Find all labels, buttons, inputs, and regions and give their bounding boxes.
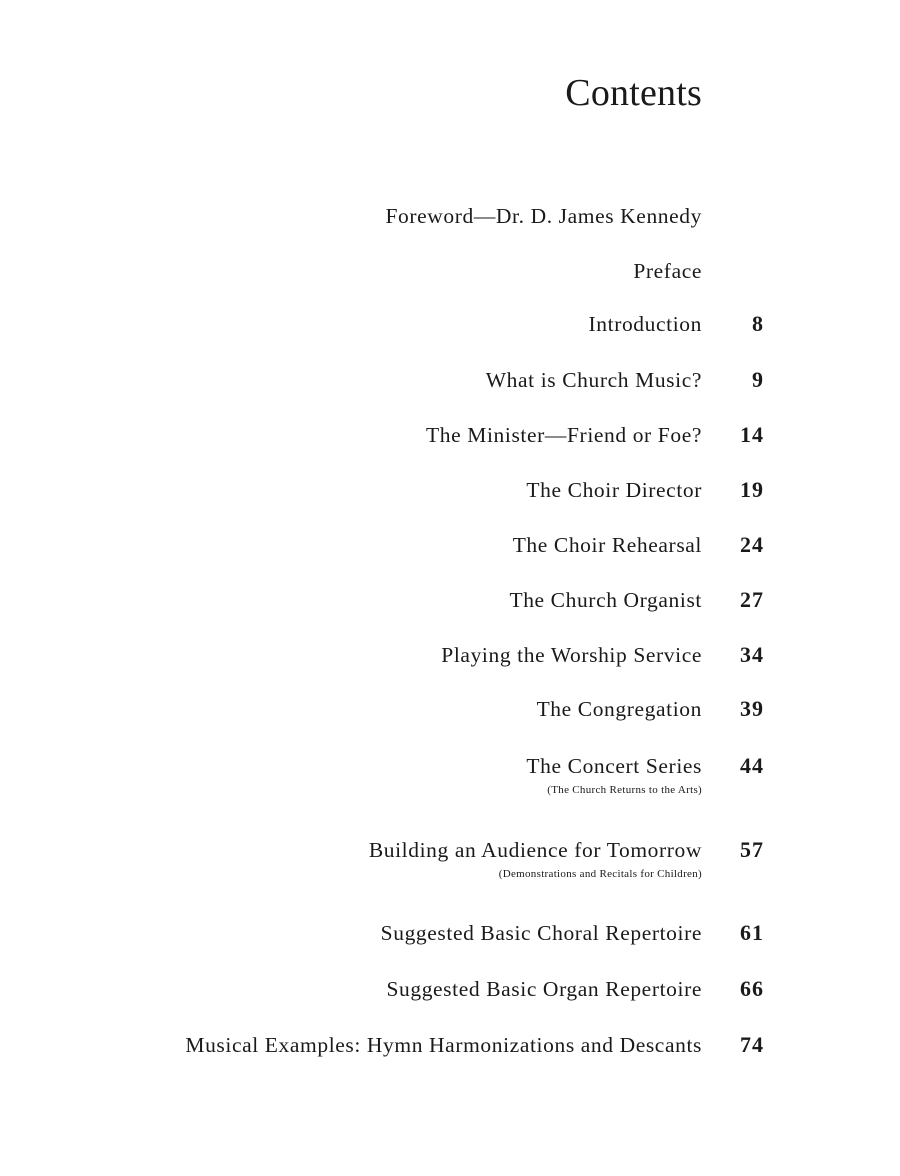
toc-entry-page-number: 74 [740, 1032, 764, 1057]
toc-entry-title: Building an Audience for Tomorrow [368, 838, 702, 862]
toc-entry-organ-repertoire [0, 974, 900, 1004]
toc-entry-choir-rehearsal [0, 530, 900, 560]
toc-entry-congregation [0, 694, 900, 724]
toc-entry-subtitle: (The Church Returns to the Arts) [547, 784, 702, 796]
toc-entry-preface [0, 256, 900, 286]
toc-entry-page-number: 39 [740, 696, 764, 721]
toc-entry-page-number: 34 [740, 642, 764, 667]
toc-entry-title: Preface [633, 259, 702, 283]
toc-entry-church-organist [0, 585, 900, 615]
toc-entry-title: The Congregation [536, 697, 702, 721]
toc-entry-title: The Choir Director [526, 478, 702, 502]
toc-entry-concert-series [0, 751, 900, 796]
toc-entry-page-number: 24 [740, 532, 764, 557]
toc-entry-minister [0, 420, 900, 450]
toc-entry-introduction [0, 309, 900, 339]
toc-entry-page-number: 19 [740, 477, 764, 502]
toc-entry-title: The Choir Rehearsal [512, 533, 702, 557]
toc-entry-title: Musical Examples: Hymn Harmonizations and Descants [185, 1033, 702, 1057]
toc-entry-title: Foreword—Dr. D. James Kennedy [385, 204, 702, 228]
toc-entry-page-number: 44 [740, 753, 764, 778]
toc-entry-title: Playing the Worship Service [441, 643, 702, 667]
toc-entry-building-audience [0, 835, 900, 880]
page-title: Contents [565, 72, 702, 114]
toc-entry-page-number: 61 [740, 920, 764, 945]
toc-entry-title: What is Church Music? [485, 368, 702, 392]
toc-entry-subtitle: (Demonstrations and Recitals for Children) [498, 868, 702, 880]
toc-entry-choral-repertoire [0, 918, 900, 948]
toc-entry-page-number: 57 [740, 837, 764, 862]
toc-entry-title: The Church Organist [509, 588, 702, 612]
toc-entry-church-music [0, 365, 900, 395]
toc-entry-title: Introduction [588, 312, 702, 336]
toc-entry-musical-examples [0, 1030, 900, 1060]
toc-entry-title: The Concert Series [526, 754, 702, 778]
toc-entry-page-number: 27 [740, 587, 764, 612]
toc-entry-page-number: 9 [752, 367, 764, 392]
toc-entry-page-number: 8 [752, 311, 764, 336]
toc-entry-title: Suggested Basic Choral Repertoire [380, 921, 702, 945]
toc-entry-title: Suggested Basic Organ Repertoire [386, 977, 702, 1001]
toc-entry-worship-service [0, 640, 900, 670]
toc-entry-title: The Minister—Friend or Foe? [426, 423, 702, 447]
toc-entry-page-number: 14 [740, 422, 764, 447]
toc-entry-page-number: 66 [740, 976, 764, 1001]
toc-entry-choir-director [0, 475, 900, 505]
toc-entry-foreword [0, 201, 900, 231]
